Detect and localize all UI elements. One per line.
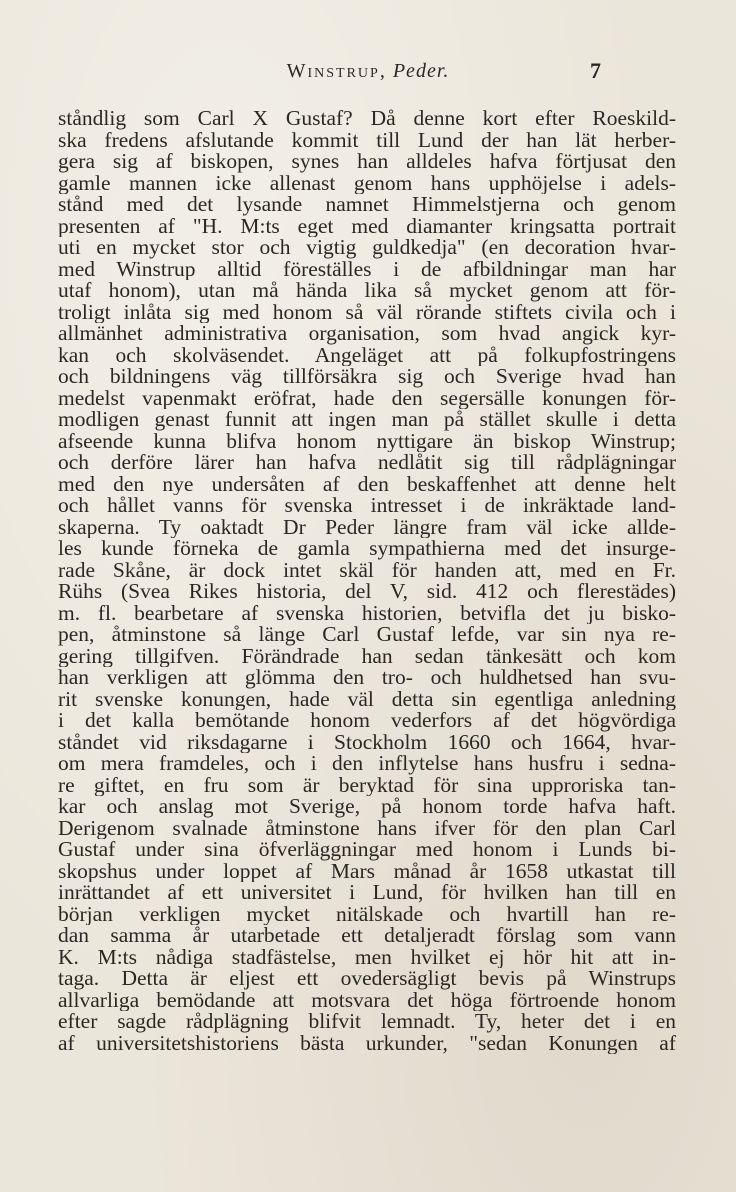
text-line: rit svenske konungen, hade väl detta sin egentliga anledning: [58, 688, 676, 710]
text-line: taga. Detta är eljest ett ovedersägligt bevis på Winstrups: [58, 968, 676, 990]
text-line: inrättandet af ett universitet i Lund, för hvilken han till en: [58, 882, 676, 904]
text-line: afseende kunna blifva honom nyttigare än biskop Winstrup;: [58, 430, 676, 452]
text-line: och hållet vanns för svenska intresset i de inkräktade land-: [58, 495, 676, 517]
text-line: af universitetshistoriens bästa urkunder, "sedan Konungen af: [58, 1032, 676, 1054]
text-line: gamle mannen icke allenast genom hans upphöjelse i adels-: [58, 172, 676, 194]
text-line: han verkligen att glömma den tro- och huldhetsed han svu-: [58, 667, 676, 689]
running-head-given-name: Peder.: [392, 60, 450, 82]
text-line: Gustaf under sina öfverläggningar med honom i Lunds bi-: [58, 839, 676, 861]
text-line: skaperna. Ty oaktadt Dr Peder längre fram väl icke allde-: [58, 516, 676, 538]
text-line: stånd med det lysande namnet Himmelstjerna och genom: [58, 194, 676, 216]
text-line: Rühs (Svea Rikes historia, del V, sid. 412 och flerestädes): [58, 581, 676, 603]
text-line: ståndet vid riksdagarne i Stockholm 1660 och 1664, hvar-: [58, 731, 676, 753]
running-head-surname: Winstrup,: [286, 60, 387, 82]
text-line: gera sig af biskopen, synes han alldeles hafva förtjusat den: [58, 151, 676, 173]
text-line: m. fl. bearbetare af svenska historien, betvifla det ju bisko-: [58, 602, 676, 624]
text-line: skopshus under loppet af Mars månad år 1658 utkastat till: [58, 860, 676, 882]
text-line: allmänhet administrativa organisation, som hvad angick kyr-: [58, 323, 676, 345]
text-line: efter sagde rådplägning blifvit lemnadt. Ty, heter det i en: [58, 1011, 676, 1033]
text-line: uti en mycket stor och vigtig guldkedja" (en decoration hvar-: [58, 237, 676, 259]
text-line: troligt inlåta sig med honom så väl rörande stiftets civila och i: [58, 301, 676, 323]
body-text: [58, 108, 676, 1054]
text-line: allvarliga bemödande att motsvara det höga förtroende honom: [58, 989, 676, 1011]
text-line: medelst vapenmakt eröfrat, hade den segersälle konungen för-: [58, 387, 676, 409]
text-line: ska fredens afslutande kommit till Lund der han lät herber-: [58, 129, 676, 151]
text-line: Derigenom svalnade åtminstone hans ifver för den plan Carl: [58, 817, 676, 839]
text-line: om mera framdeles, och i den inflytelse hans husfru i sedna-: [58, 753, 676, 775]
text-line: i det kalla bemötande honom vederfors af det högvördiga: [58, 710, 676, 732]
text-line: rade Skåne, är dock intet skäl för handen att, med en Fr.: [58, 559, 676, 581]
text-line: ståndlig som Carl X Gustaf? Då denne kort efter Roeskild-: [58, 108, 676, 130]
text-line: med den nye undersåten af den beskaffenhet att denne helt: [58, 473, 676, 495]
page-number: 7: [590, 58, 601, 83]
text-line: och bildningens väg tillförsäkra sig och Sverige hvad han: [58, 366, 676, 388]
text-line: les kunde förneka de gamla sympathierna med det insurge-: [58, 538, 676, 560]
text-line: modligen genast funnit att ingen man på stället skulle i detta: [58, 409, 676, 431]
text-line: dan samma år utarbetade ett detaljeradt förslag som vann: [58, 925, 676, 947]
text-line: pen, åtminstone så länge Carl Gustaf lefde, var sin nya re-: [58, 624, 676, 646]
text-line: utaf honom), utan må hända lika så mycket genom att för-: [58, 280, 676, 302]
text-line: re giftet, en fru som är beryktad för sina upproriska tan-: [58, 774, 676, 796]
text-line: presenten af "H. M:ts eget med diamanter kringsatta portrait: [58, 215, 676, 237]
text-line: kar och anslag mot Sverige, på honom torde hafva haft.: [58, 796, 676, 818]
text-line: K. M:ts nådiga stadfästelse, men hvilket ej hör hit att in-: [58, 946, 676, 968]
text-line: början verkligen mycket nitälskade och hvartill han re-: [58, 903, 676, 925]
text-line: med Winstrup alltid föreställes i de afbildningar man har: [58, 258, 676, 280]
text-line: kan och skolväsendet. Angeläget att på folkupfostringens: [58, 344, 676, 366]
running-head: [0, 60, 736, 83]
text-line: gering tillgifven. Förändrade han sedan tänkesätt och kom: [58, 645, 676, 667]
text-line: och derföre lärer han hafva nedlåtit sig till rådplägningar: [58, 452, 676, 474]
